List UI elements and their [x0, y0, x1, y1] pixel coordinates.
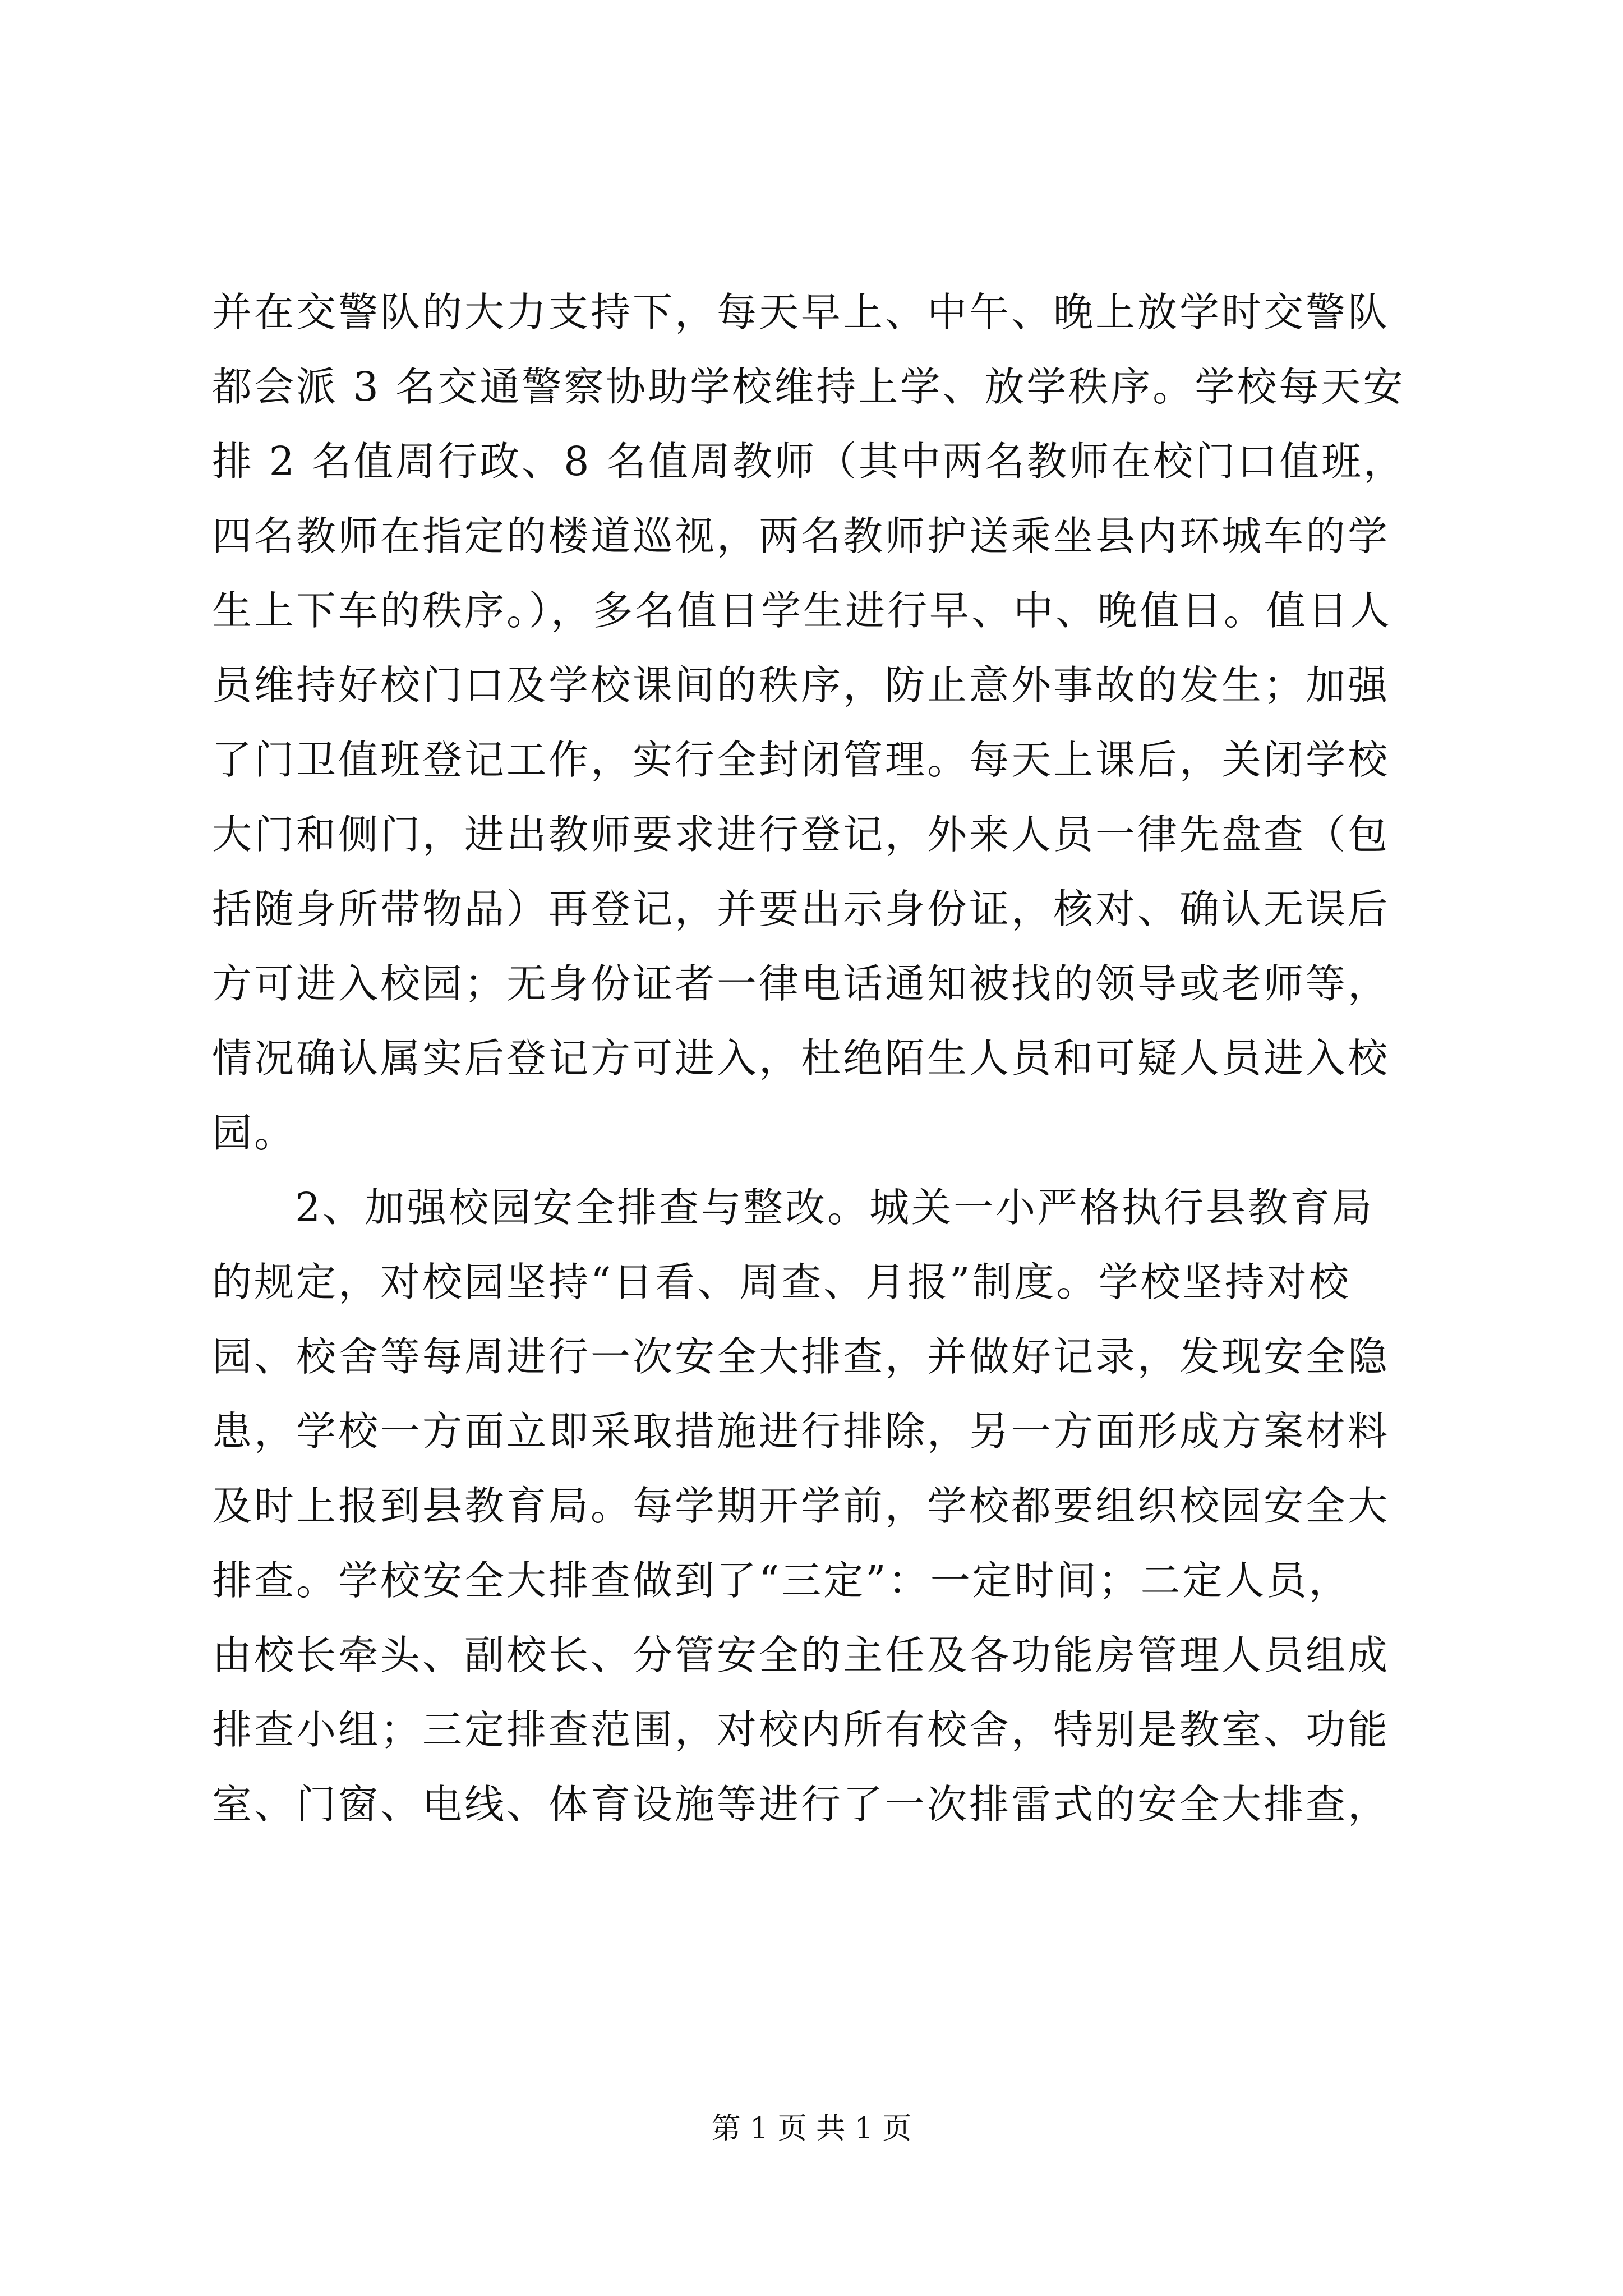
text-line: 的规定，对校园坚持“日看、周查、月报”制度。学校坚持对校	[212, 1259, 1351, 1305]
text-line: 室、门窗、电线、体育设施等进行了一次排雷式的安全大排查，	[212, 1781, 1390, 1828]
text-line: 员维持好校门口及学校课间的秩序，防止意外事故的发生；加强	[212, 662, 1390, 708]
text-line: 括随身所带物品）再登记，并要出示身份证，核对、确认无误后	[212, 886, 1390, 932]
document-body	[212, 287, 1412, 1854]
text-line: 由校长牵头、副校长、分管安全的主任及各功能房管理人员组成	[212, 1632, 1390, 1678]
page-footer	[0, 2109, 1623, 2148]
text-line: 情况确认属实后登记方可进入，杜绝陌生人员和可疑人员进入校	[212, 1035, 1390, 1082]
text-line: 了门卫值班登记工作，实行全封闭管理。每天上课后，关闭学校	[212, 737, 1390, 783]
text-line: 排查小组；三定排查范围，对校内所有校舍，特别是教室、功能	[212, 1706, 1390, 1753]
text-line: 生上下车的秩序。），多名值日学生进行早、中、晚值日。值日人	[212, 587, 1393, 634]
text-line: 园、校舍等每周进行一次安全大排查，并做好记录，发现安全隐	[212, 1333, 1390, 1380]
page-number: 第 1 页 共 1 页	[711, 2112, 912, 2146]
text-line: 排 2 名值周行政、8 名值周教师（其中两名教师在校门口值班，	[212, 438, 1406, 485]
text-line: 园。	[212, 1110, 297, 1156]
text-line: 四名教师在指定的楼道巡视，两名教师护送乘坐县内环城车的学	[212, 513, 1390, 559]
text-line: 都会派 3 名交通警察协助学校维持上学、放学秩序。学校每天安	[212, 364, 1405, 410]
text-line: 大门和侧门，进出教师要求进行登记，外来人员一律先盘查（包	[212, 811, 1390, 858]
text-line: 及时上报到县教育局。每学期开学前，学校都要组织校园安全大	[212, 1483, 1390, 1529]
text-line: 方可进入校园；无身份证者一律电话通知被找的领导或老师等，	[212, 960, 1390, 1007]
paragraph-start-line: 2、加强校园安全排查与整改。城关一小严格执行县教育局	[295, 1184, 1375, 1231]
text-line: 排查。学校安全大排查做到了“三定”：一定时间；二定人员，	[212, 1557, 1351, 1604]
text-line: 患，学校一方面立即采取措施进行排除，另一方面形成方案材料	[212, 1408, 1390, 1455]
text-line: 并在交警队的大力支持下，每天早上、中午、晚上放学时交警队	[212, 289, 1390, 335]
